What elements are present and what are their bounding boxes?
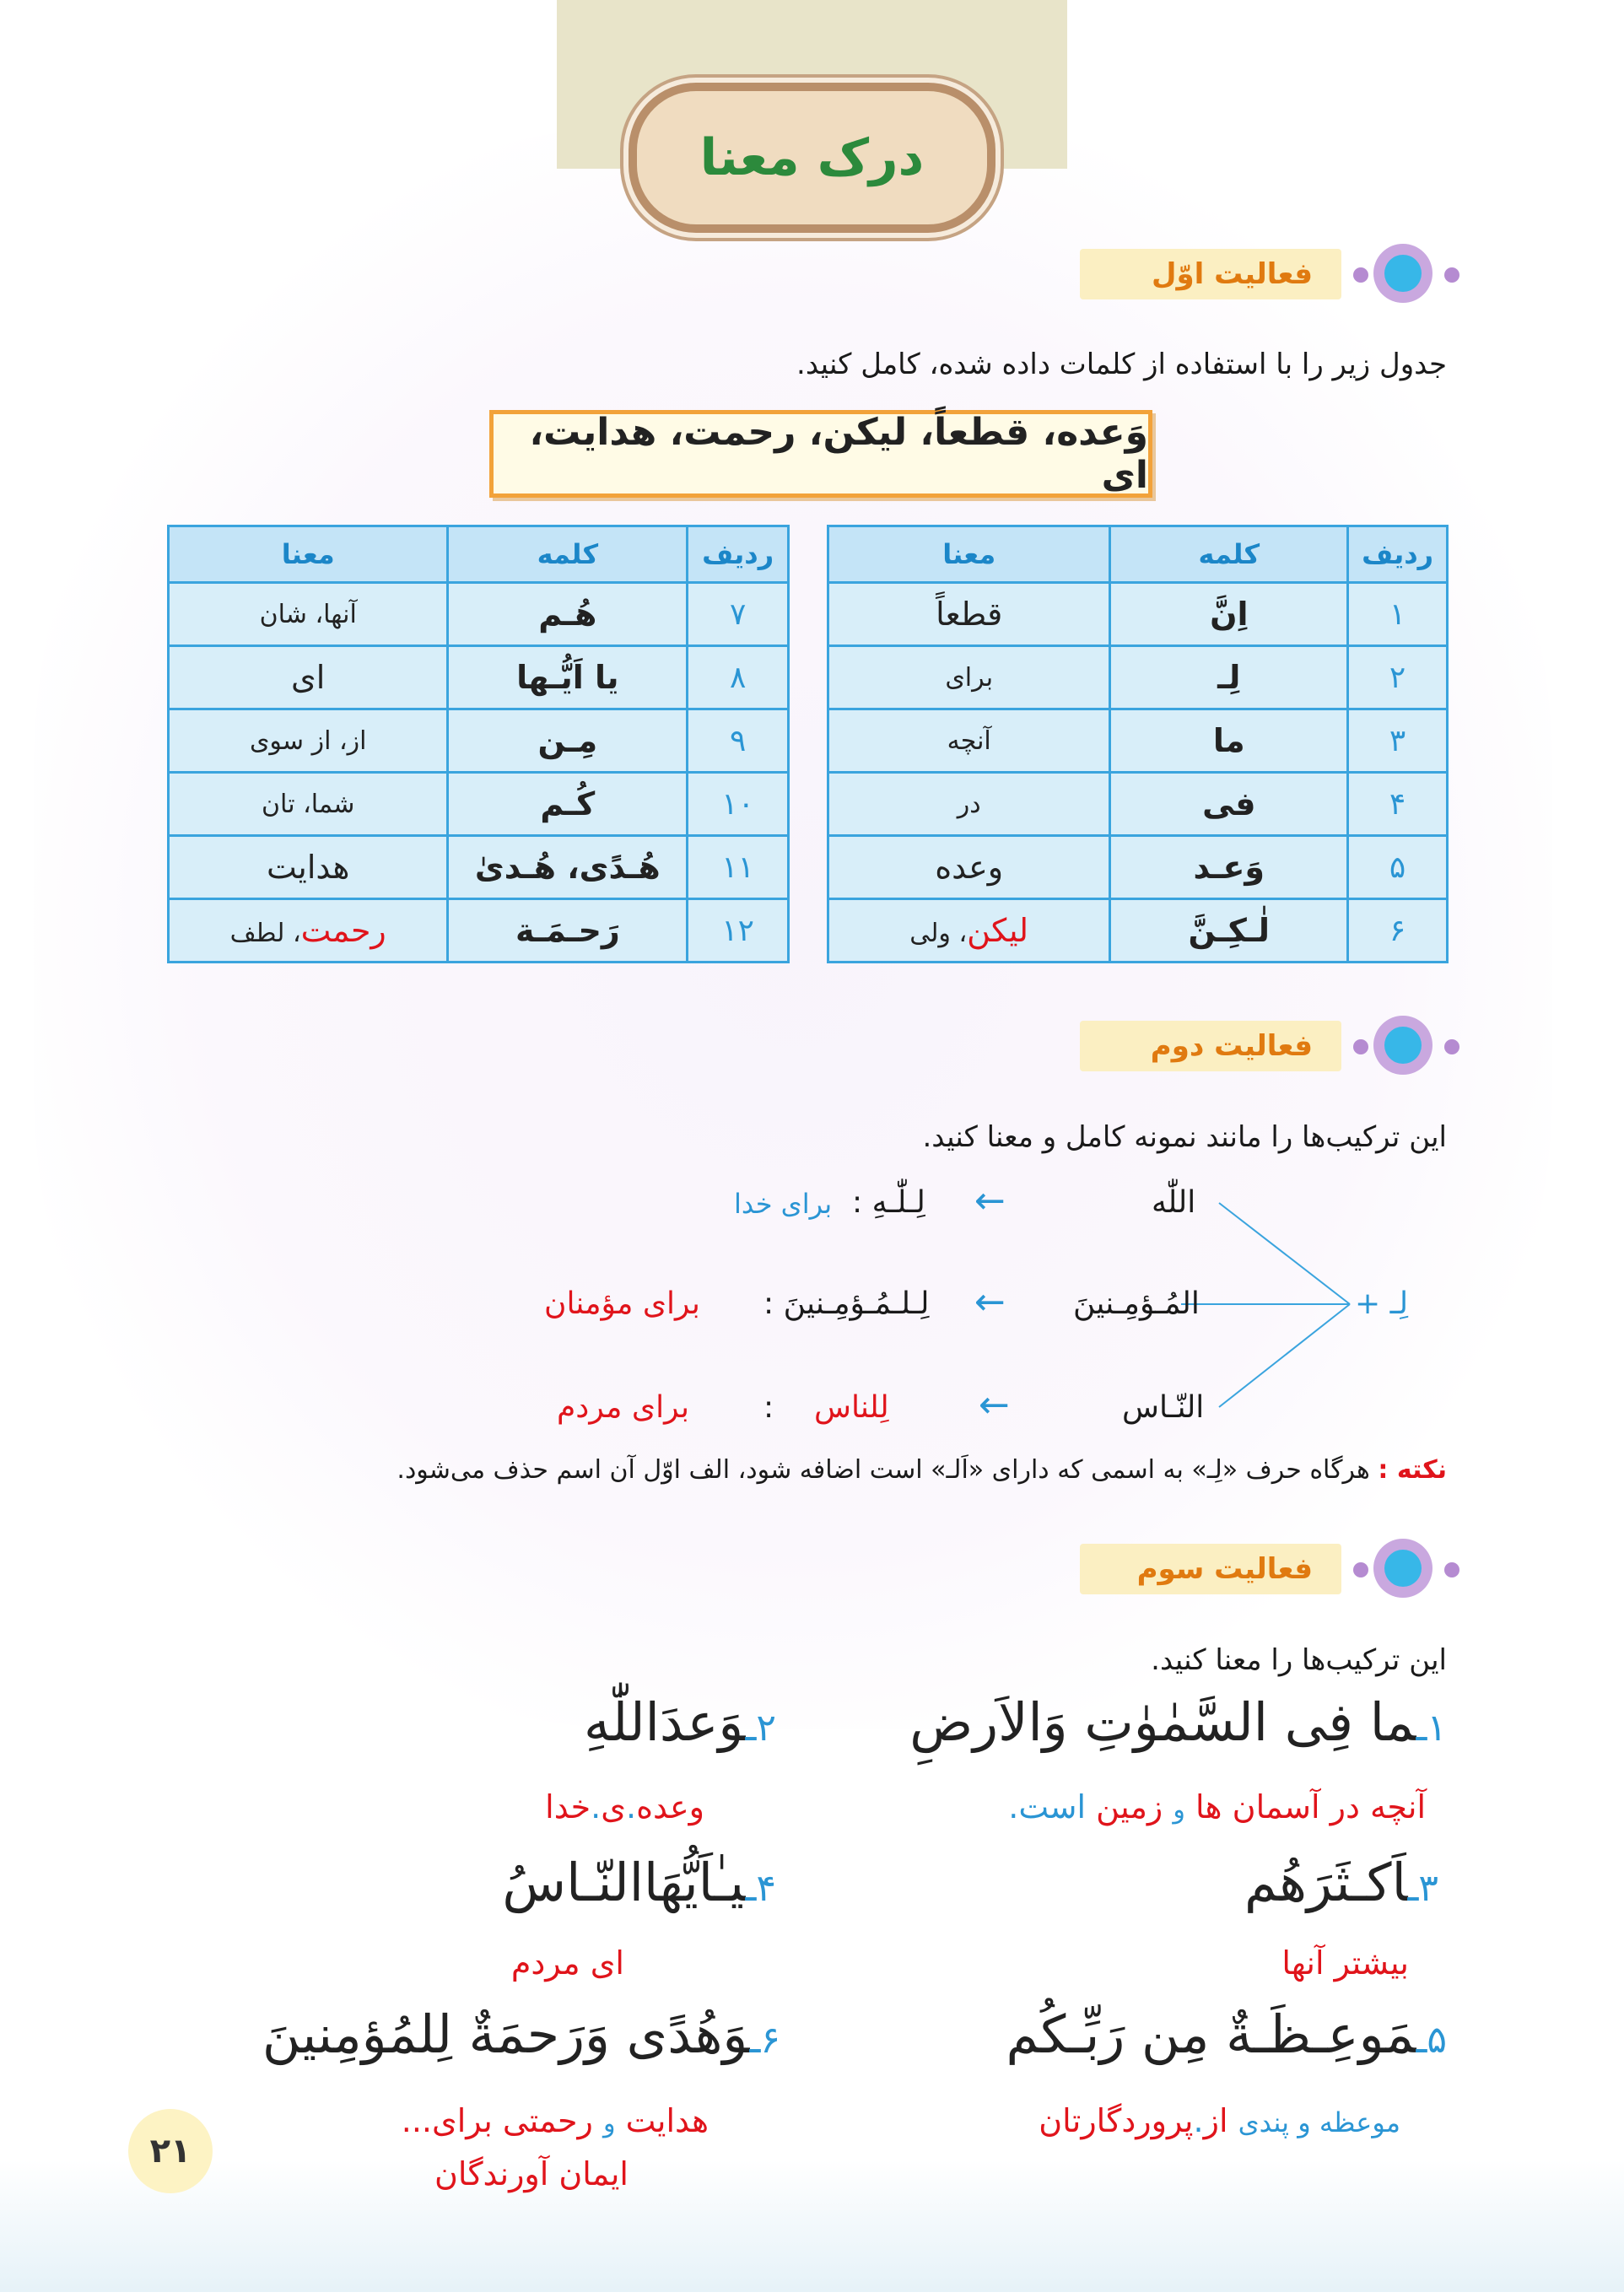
activity2-instruction: این ترکیب‌ها را مانند نمونه کامل و معنا کنید. <box>922 1120 1447 1154</box>
table-row: ۲ لِـ برای <box>828 646 1448 709</box>
colon: : <box>763 1390 774 1425</box>
combined-word: لِـلـمُـؤمِـنینَ : <box>763 1286 930 1321</box>
dot-icon <box>1353 1562 1368 1577</box>
dot-icon <box>1353 267 1368 283</box>
col-word: کلمه <box>1110 526 1348 583</box>
dot-icon <box>1444 1562 1459 1577</box>
activity3-header <box>1071 1535 1468 1601</box>
prefix-label: لِـ + <box>1355 1286 1409 1321</box>
base-word: النّـاس <box>1122 1390 1205 1425</box>
phrase-3: ۳ـاَکـثَرَهُم <box>1244 1852 1438 1913</box>
answer-1: آنچه در آسمان ها و زمین است. <box>1008 1788 1426 1826</box>
dot-icon <box>1444 267 1459 283</box>
arrow-icon: ← <box>974 1179 1006 1222</box>
answer-6: هدایت و رحمتی برای... <box>401 2102 709 2139</box>
table-left <box>167 525 790 963</box>
flower-center-icon <box>1384 255 1422 292</box>
dot-icon <box>1353 1039 1368 1054</box>
col-meaning: معنا <box>828 526 1110 583</box>
word-bank: وَعده، قطعاً، لیکن، رحمت، هدایت، ای <box>489 410 1152 498</box>
arrow-icon: ← <box>974 1281 1006 1324</box>
table-row: ۱۲ رَحـمَـة رحمت، لطف <box>169 899 789 963</box>
answer-2: وعده.ی.خدا <box>545 1788 704 1826</box>
table-row: ۸ یا اَیُّـها ای <box>169 646 789 709</box>
combined-word: لِـلّٰـهِ : <box>852 1185 925 1220</box>
flower-center-icon <box>1384 1027 1422 1064</box>
table-row: ۶ لٰـکِـنَّ لیکن، ولی <box>828 899 1448 963</box>
activity1-instruction: جدول زیر را با استفاده از کلمات داده شده، کامل کنید. <box>796 348 1447 381</box>
col-row: ردیف <box>688 526 789 583</box>
table-row: ۱۱ هُـدًی، هُـدیٰ هدایت <box>169 836 789 899</box>
table-row: ۱۰ کُـم شما، تان <box>169 773 789 836</box>
meaning: برای مؤمنان <box>544 1286 700 1321</box>
base-word: اللّٰه <box>1152 1185 1196 1220</box>
col-row: ردیف <box>1348 526 1448 583</box>
dot-icon <box>1444 1039 1459 1054</box>
col-meaning: معنا <box>169 526 448 583</box>
table-row: ۱ اِنَّ قطعاً <box>828 583 1448 646</box>
activity2-header <box>1071 1012 1468 1078</box>
branch-lines <box>1181 1189 1375 1426</box>
combined-word: لِلناس <box>814 1390 889 1425</box>
table-right <box>827 525 1449 963</box>
activity2-label: فعالیت دوم <box>1080 1021 1341 1071</box>
answer-4: ای مردم <box>510 1944 624 1982</box>
activity1-header <box>1071 240 1468 306</box>
table-row: ۹ مِـن از، از سوی <box>169 709 789 773</box>
phrase-2: ۲ـوَعدَاللّٰهِ <box>584 1691 776 1753</box>
table-row: ۵ وَعـد وعده <box>828 836 1448 899</box>
activity1-label: فعالیت اوّل <box>1080 249 1341 299</box>
page-title: درک معنا <box>699 128 925 187</box>
phrase-5: ۵ـمَوعِـظَـةٌ مِن رَبِّـکُم <box>1006 2003 1447 2065</box>
phrase-4: ۴ـیـٰاَیُّهَاالنّـاسُ <box>502 1852 776 1913</box>
table-row: ۳ ما آنچه <box>828 709 1448 773</box>
phrase-6: ۶ـوَهُدًی وَرَحمَةٌ لِلمُؤمِنینَ <box>262 2003 780 2065</box>
meaning: برای مردم <box>557 1390 689 1425</box>
arrow-icon: ← <box>979 1383 1010 1426</box>
note: نکته : هرگاه حرف «لِـ» به اسمی که دارای «اَلـ» است اضافه شود، الف اوّل آن اسم حذف می‌شود. <box>397 1455 1447 1485</box>
flower-center-icon <box>1384 1550 1422 1587</box>
meaning: برای خدا <box>734 1188 833 1220</box>
page-number: ۲۱ <box>128 2109 213 2193</box>
answer-6-line2: ایمان آورندگان <box>434 2155 629 2192</box>
answer-3: بیشتر آنها <box>1281 1944 1409 1982</box>
phrase-1: ۱ـما فِی السَّمٰوٰتِ وَالاَرضِ <box>909 1691 1447 1753</box>
base-word: المُـؤمِـنینَ <box>1073 1286 1200 1321</box>
activity3-label: فعالیت سوم <box>1080 1544 1341 1594</box>
table-row: ۷ هُـم آنها، شان <box>169 583 789 646</box>
col-word: کلمه <box>448 526 688 583</box>
table-row: ۴ فی در <box>828 773 1448 836</box>
activity3-instruction: این ترکیب‌ها را معنا کنید. <box>1151 1643 1447 1677</box>
answer-5: موعظه و پندی از.پروردگارتان <box>1039 2102 1400 2139</box>
